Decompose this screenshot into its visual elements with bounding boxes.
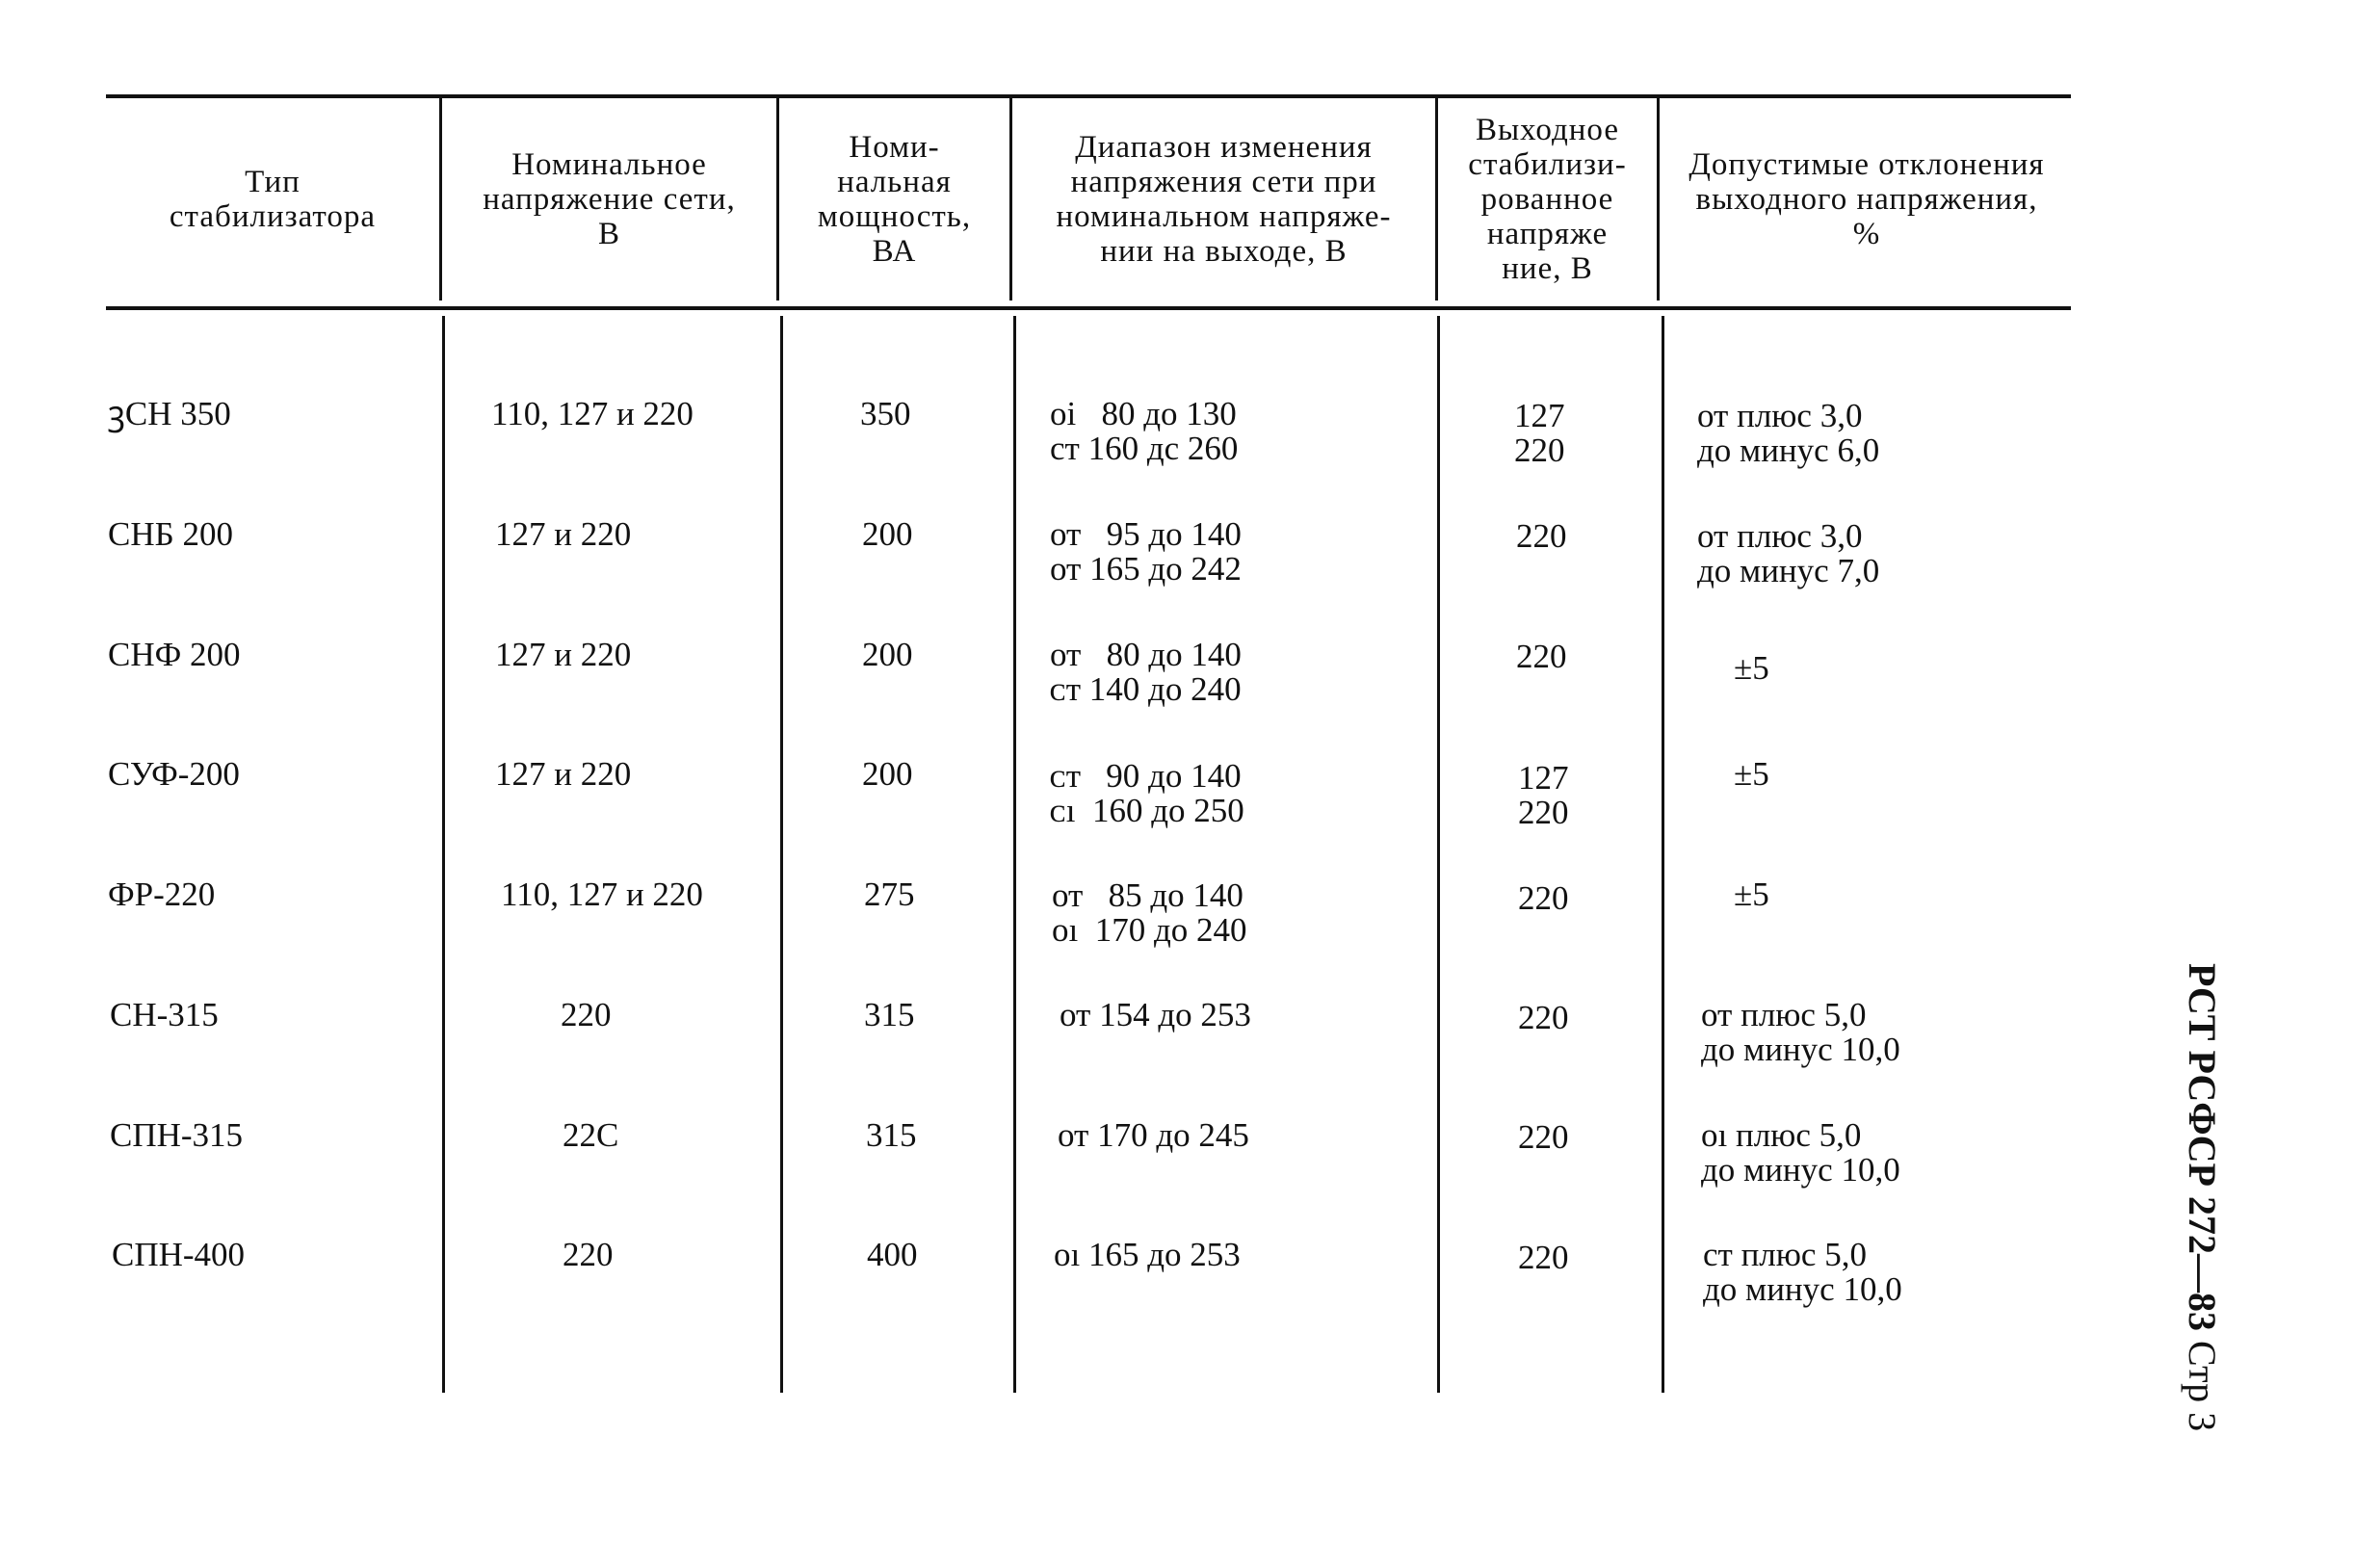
cell-voltage: 127 и 220: [495, 755, 632, 793]
cell-power: 350: [860, 395, 911, 432]
header-output-voltage: Выходное стабилизи- рованное напряже ние, В: [1468, 113, 1627, 286]
cell-range: от 170 до 245: [1058, 1116, 1249, 1154]
column-divider: [780, 316, 783, 1393]
cell-output: 220: [1518, 1118, 1569, 1156]
cell-voltage: 110, 127 и 220: [491, 395, 694, 432]
cell-range: оı 165 до 253: [1054, 1236, 1241, 1273]
column-divider: [442, 316, 445, 1393]
cell-deviation: ст плюс 5,0 до минус 10,0: [1703, 1236, 1902, 1308]
page-number: Стр 3: [2181, 1340, 2224, 1432]
cell-type: СНФ 200: [108, 636, 241, 673]
cell-deviation: от плюс 3,0 до минус 6,0: [1697, 397, 1880, 469]
header-bottom-rule: [106, 306, 2071, 310]
header-type: Тип стабилизатора: [169, 165, 377, 234]
cell-type: СУФ-200: [108, 755, 240, 793]
cell-type: ФР-220: [108, 875, 216, 913]
cell-deviation: от плюс 5,0 до минус 10,0: [1701, 996, 1900, 1068]
cell-deviation: ±5: [1734, 875, 1769, 913]
cell-range: от 80 до 140 ᴄт 140 до 240: [1050, 636, 1242, 708]
cell-voltage: 127 и 220: [495, 636, 632, 673]
cell-deviation: ±5: [1734, 649, 1769, 687]
cell-type: СПН-400: [112, 1236, 246, 1273]
cell-power: 200: [862, 515, 913, 553]
header-nominal-voltage: Номинальное напряжение сети, В: [483, 147, 736, 251]
header-deviation: Допустимые отклонения выходного напряжения, %: [1688, 147, 2045, 251]
cell-voltage: 220: [563, 1236, 614, 1273]
cell-output: 220: [1518, 1239, 1569, 1276]
cell-range: от 154 до 253: [1060, 996, 1251, 1033]
cell-output: 220: [1518, 879, 1569, 917]
cell-type: СН-315: [110, 996, 219, 1033]
cell-power: 315: [864, 996, 915, 1033]
cell-power: 315: [866, 1116, 917, 1154]
cell-type: ꝫСН 350: [108, 395, 231, 432]
cell-output: 220: [1516, 638, 1567, 675]
cell-range: от 95 до 140 от 165 до 242: [1050, 515, 1242, 588]
cell-output: 127 220: [1518, 759, 1569, 831]
cell-voltage: 220: [561, 996, 612, 1033]
standard-designation: РСТ РСФСР 272—83: [2181, 963, 2224, 1331]
cell-voltage: 127 и 220: [495, 515, 632, 553]
column-divider: [1437, 316, 1440, 1393]
cell-voltage: 22С: [563, 1116, 619, 1154]
cell-power: 400: [867, 1236, 918, 1273]
column-divider: [1013, 316, 1016, 1393]
cell-power: 275: [864, 875, 915, 913]
side-page-label: [2173, 963, 2231, 1432]
cell-type: СНБ 200: [108, 515, 233, 553]
cell-output: 220: [1516, 517, 1567, 555]
header-nominal-power: Номи- нальная мощность, ВА: [817, 130, 972, 269]
cell-output: 220: [1518, 999, 1569, 1036]
cell-range: ᴄт 90 до 140 ᴄı 160 до 250: [1050, 757, 1244, 829]
cell-voltage: 110, 127 и 220: [501, 875, 703, 913]
header-voltage-range: Диапазон изменения напряжения сети при номинальном напряже- нии на выходе, В: [1056, 130, 1392, 269]
cell-power: 200: [862, 755, 913, 793]
cell-type: СПН-315: [110, 1116, 244, 1154]
column-divider: [1662, 316, 1664, 1393]
cell-range: оі 80 до 130 ст 160 дс 260: [1050, 395, 1239, 467]
cell-range: от 85 до 140 оı 170 до 240: [1052, 876, 1247, 949]
cell-deviation: от плюс 3,0 до минус 7,0: [1697, 517, 1880, 589]
cell-deviation: оı плюс 5,0 до минус 10,0: [1701, 1116, 1900, 1189]
cell-output: 127 220: [1514, 397, 1565, 469]
cell-power: 200: [862, 636, 913, 673]
cell-deviation: ±5: [1734, 755, 1769, 793]
